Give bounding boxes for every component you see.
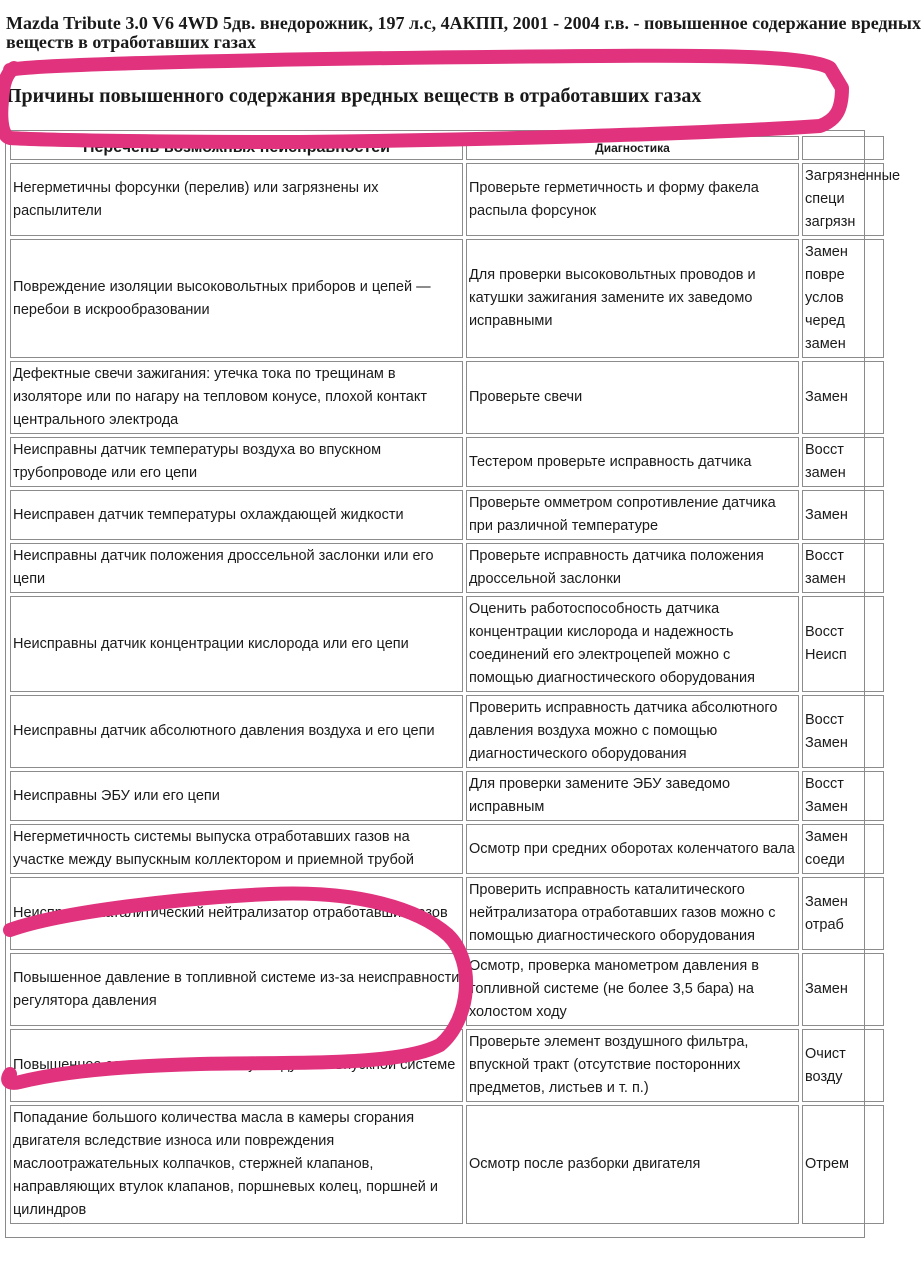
fault-cell: Неисправны датчик температуры воздуха во впускном трубопроводе или его цепи: [10, 437, 463, 487]
table-row: [10, 163, 884, 236]
fault-cell: Дефектные свечи зажигания: утечка тока по трещинам в изоляторе или по нагару на тепловом конусе, плохой контакт центрального электрода: [10, 361, 463, 434]
faults-table: [7, 133, 901, 1227]
diagnosis-cell: Оценить работоспособность датчика концентрации кислорода и надежность соединений его электроцепей можно с помощью диагностического оборудования: [466, 596, 799, 692]
remedy-cell: Восст Замен: [802, 695, 884, 768]
table-row: [10, 695, 884, 768]
diagnosis-cell: Проверьте омметром сопротивление датчика при различной температуре: [466, 490, 799, 540]
diagnosis-cell: Проверить исправность датчика абсолютного давления воздуха можно с помощью диагностического оборудования: [466, 695, 799, 768]
fault-cell: Повреждение изоляции высоковольтных приборов и цепей — перебои в искрообразовании: [10, 239, 463, 358]
table-row: [10, 1029, 884, 1102]
table-row: [10, 543, 884, 593]
diagnosis-cell: Проверьте герметичность и форму факела распыла форсунок: [466, 163, 799, 236]
fault-cell: Неисправны датчик абсолютного давления воздуха и его цепи: [10, 695, 463, 768]
table-row: [10, 953, 884, 1026]
document-title-line-2: веществ в отработавших газах: [6, 32, 257, 52]
table-header-row: [10, 136, 884, 160]
remedy-cell: Замен: [802, 490, 884, 540]
fault-cell: Неисправны датчик концентрации кислорода или его цепи: [10, 596, 463, 692]
fault-cell: Негерметичны форсунки (перелив) или загрязнены их распылители: [10, 163, 463, 236]
table-row: [10, 437, 884, 487]
remedy-cell: Восст Неисп: [802, 596, 884, 692]
diagnosis-cell: Проверьте исправность датчика положения дроссельной заслонки: [466, 543, 799, 593]
diagnosis-cell: Проверьте свечи: [466, 361, 799, 434]
fault-cell: Неисправен каталитический нейтрализатор отработавших газов: [10, 877, 463, 950]
fault-cell: Повышенное давление в топливной системе из-за неисправности регулятора давления: [10, 953, 463, 1026]
remedy-cell: Восст замен: [802, 543, 884, 593]
diagnosis-cell: Тестером проверьте исправность датчика: [466, 437, 799, 487]
header-remedy: [802, 136, 884, 160]
table-row: [10, 824, 884, 874]
diagnosis-cell: Для проверки высоковольтных проводов и катушки зажигания замените их заведомо исправными: [466, 239, 799, 358]
remedy-cell: Отрем: [802, 1105, 884, 1224]
table-row: [10, 361, 884, 434]
remedy-cell: Замен соеди: [802, 824, 884, 874]
remedy-cell: Восст Замен: [802, 771, 884, 821]
header-diagnosis: Диагностика: [466, 136, 799, 160]
section-title: Причины повышенного содержания вредных веществ в отработавших газах: [6, 85, 702, 107]
remedy-cell: Восст замен: [802, 437, 884, 487]
remedy-cell: Замен отраб: [802, 877, 884, 950]
fault-cell: Неисправны датчик положения дроссельной заслонки или его цепи: [10, 543, 463, 593]
table-row: [10, 877, 884, 950]
document-title-line-1: Mazda Tribute 3.0 V6 4WD 5дв. внедорожник, 197 л.с, 4АКПП, 2001 - 2004 г.в. - повышенное содержание вредных: [6, 13, 921, 33]
header-faults: Перечень возможных неисправностей: [10, 136, 463, 160]
document-title: [6, 13, 921, 52]
diagnosis-cell: Проверьте элемент воздушного фильтра, впускной тракт (отсутствие посторонних предметов, листьев и т. п.): [466, 1029, 799, 1102]
diagnosis-cell: Осмотр, проверка манометром давления в топливной системе (не более 3,5 бара) на холостом ходу: [466, 953, 799, 1026]
fault-cell: Неисправны ЭБУ или его цепи: [10, 771, 463, 821]
fault-cell: Попадание большого количества масла в камеры сгорания двигателя вследствие износа или повреждения маслоотражательных колпачков, стержней клапанов, направляющих втулок клапанов, поршневых колец, поршней и цилиндров: [10, 1105, 463, 1224]
remedy-cell: Очист возду: [802, 1029, 884, 1102]
diagnosis-cell: Осмотр при средних оборотах коленчатого вала: [466, 824, 799, 874]
fault-cell: Повышенное сопротивление потоку воздуха во впускной системе: [10, 1029, 463, 1102]
fault-cell: Неисправен датчик температуры охлаждающей жидкости: [10, 490, 463, 540]
table-row: [10, 771, 884, 821]
remedy-cell: Замен повре услов черед замен: [802, 239, 884, 358]
remedy-cell: Загрязненные специ загрязн: [802, 163, 884, 236]
table-row: [10, 239, 884, 358]
table-row: [10, 490, 884, 540]
fault-cell: Негерметичность системы выпуска отработавших газов на участке между выпускным коллектором и приемной трубой: [10, 824, 463, 874]
table-row: [10, 1105, 884, 1224]
diagnosis-cell: Проверить исправность каталитического нейтрализатора отработавших газов можно с помощью диагностического оборудования: [466, 877, 799, 950]
table-row: [10, 596, 884, 692]
remedy-cell: Замен: [802, 361, 884, 434]
table-body: [10, 163, 901, 1224]
diagnosis-cell: Для проверки замените ЭБУ заведомо исправным: [466, 771, 799, 821]
remedy-cell: Замен: [802, 953, 884, 1026]
diagnosis-cell: Осмотр после разборки двигателя: [466, 1105, 799, 1224]
